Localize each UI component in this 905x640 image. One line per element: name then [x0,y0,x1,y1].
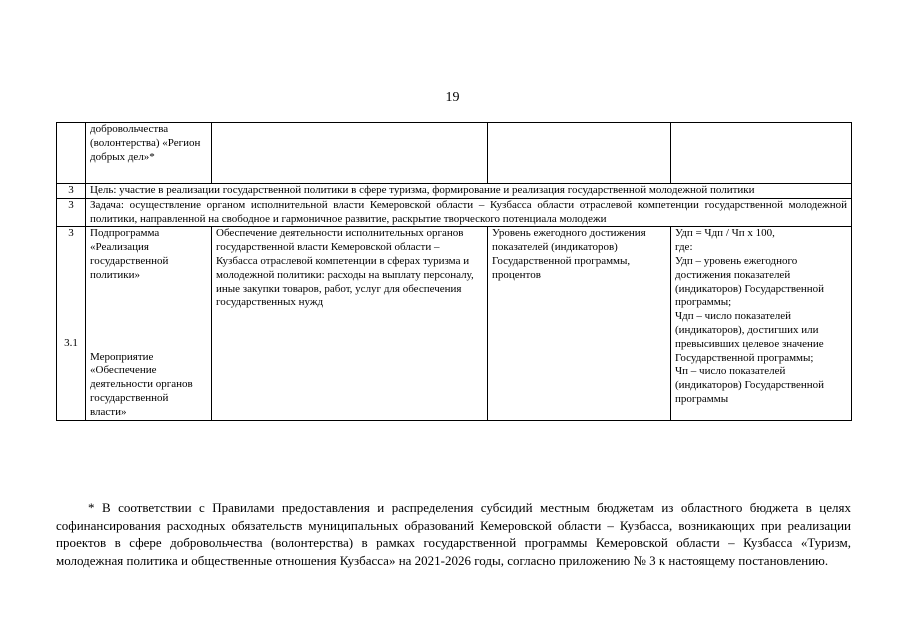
table-cell-formula [671,123,852,184]
table-cell-formula [671,227,852,420]
page-number: 19 [445,90,460,105]
table-cell-name [86,227,212,420]
table-cell-num: 3 [57,184,86,199]
table-cell-indicator [488,123,671,184]
subprogram-name: Подпрограмма «Реализация государственной политики» [90,227,169,281]
subprogram-number: 3 [68,227,74,240]
table-row [57,184,852,199]
table-row [57,198,852,227]
goal-text: Цель: участие в реализации государственной политики в сфере туризма, формирование и реализация государственной молодежной политики [86,184,852,199]
table-cell-num [57,123,86,184]
table-cell-name: добровольчества (волонтерства) «Регион добрых дел»* [86,123,212,184]
measure-number: 3.1 [64,337,78,350]
formula-line: Чп – число показателей (индикаторов) Государственной программы [675,365,825,405]
table-cell-num: 3 [57,198,86,227]
formula-line: Удп – уровень ежегодного достижения показателей (индикаторов) Государственной программы; [675,254,825,309]
table-row [57,227,852,420]
task-text: Задача: осуществление органом исполнительной власти Кемеровской области – Кузбасса области отраслевой компетенции государственной молодежной политики, направленной на свободное и гармоничное развитие, раскрытие творческого потенциала молодежи [86,198,852,227]
table-cell-desc: Обеспечение деятельности исполнительных органов государственной власти Кемеровской области – Кузбасса отраслевой компетенции в сферах туризма и молодежной политики: расходы на выплату персоналу, иные закупки товаров, работ, услуг для обеспечения государственных нужд [212,227,488,420]
table-row [57,123,852,184]
table-cell-indicator: Уровень ежегодного достижения показателей (индикаторов) Государственной программы, процентов [488,227,671,420]
formula-line: Удп = Чдп / Чп х 100, [675,227,775,240]
formula-line: где: [675,241,693,254]
formula-line: Чдп – число показателей (индикаторов), достигших или превысивших целевое значение Государственной программы; [675,310,824,364]
measure-name: Мероприятие «Обеспечение деятельности органов государственной власти» [90,350,193,418]
program-table [56,122,852,421]
footnote: * В соответствии с Правилами предоставления и распределения субсидий местным бюджетам из областного бюджета в целях софинансирования расходных обязательств муниципальных образований Кемеровской области – Кузбасса, возникающих при реализации проектов в сфере добровольчества (волонтерства) в рамках государственной программы Кемеровской области – Кузбасса «Туризм, молодежная политика и общественные отношения Кузбасса» на 2021-2026 годы, согласно приложению № 3 к настоящему постановлению. [56,500,851,568]
table-cell-desc [212,123,488,184]
table-cell-num [57,227,86,420]
